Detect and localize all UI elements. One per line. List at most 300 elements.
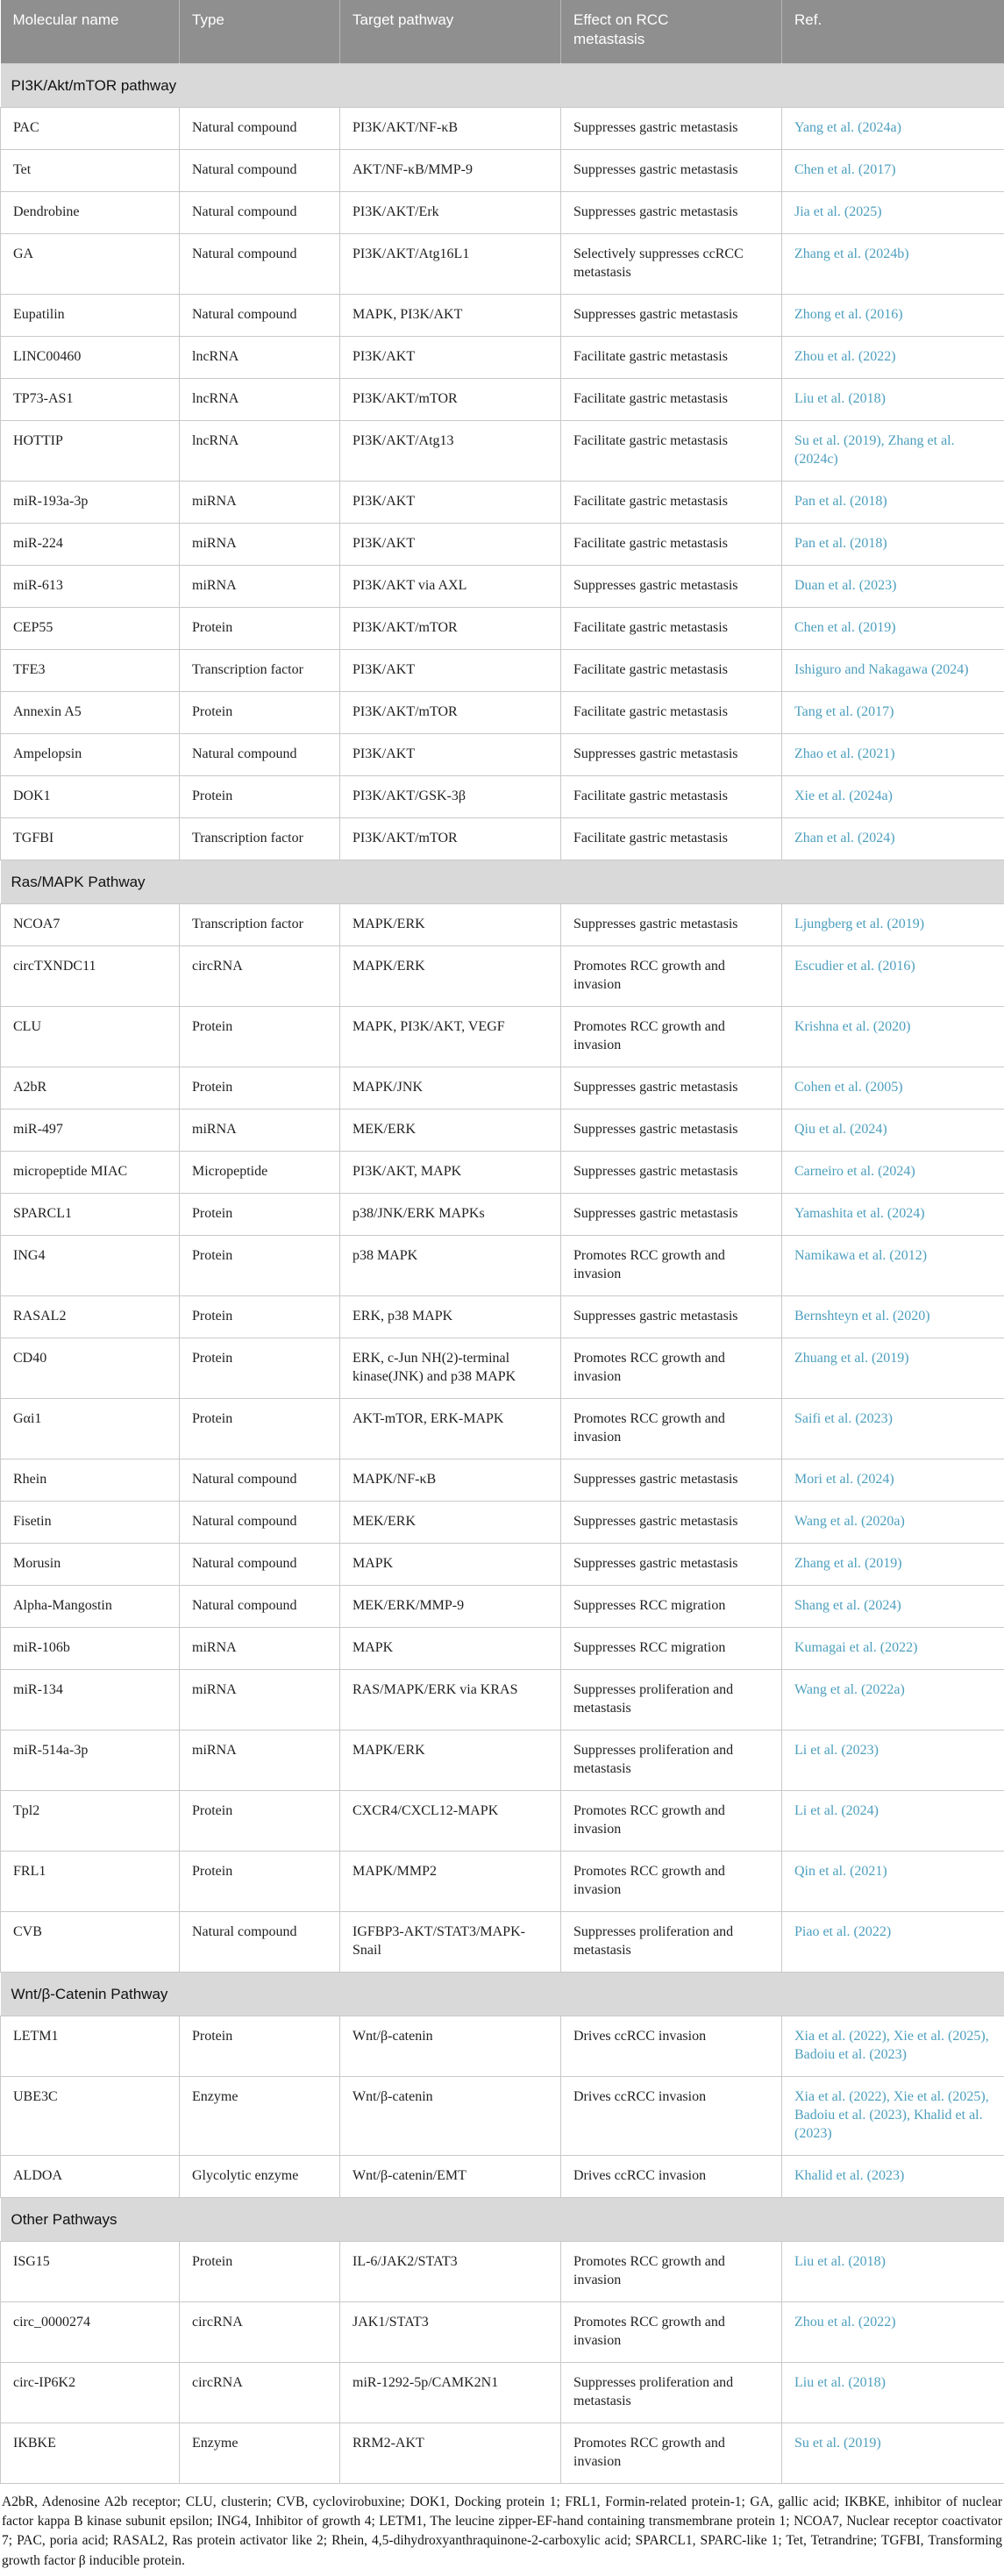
cell-name: ING4 (1, 1235, 180, 1295)
citation-link[interactable]: Liu et al. (2018) (794, 391, 886, 406)
cell-ref (782, 420, 1004, 481)
cell-type: lncRNA (180, 378, 340, 420)
table-header-row (1, 0, 1004, 63)
cell-effect: Suppresses gastric metastasis (561, 1067, 782, 1109)
citation-link[interactable]: Zhang et al. (2019) (794, 1556, 902, 1571)
cell-effect: Suppresses gastric metastasis (561, 294, 782, 336)
cell-name: Gαi1 (1, 1398, 180, 1459)
citation-link[interactable]: Qin et al. (2021) (794, 1864, 887, 1879)
table-row (1, 1501, 1004, 1543)
cell-effect: Suppresses proliferation and metastasis (561, 1730, 782, 1790)
table-row (1, 1627, 1004, 1669)
cell-ref (782, 1067, 1004, 1109)
citation-link[interactable]: Liu et al. (2018) (794, 2375, 886, 2390)
cell-ref (782, 1585, 1004, 1627)
cell-name: GA (1, 233, 180, 294)
citation-link[interactable]: Yang et al. (2024a) (794, 120, 901, 135)
cell-effect: Suppresses RCC migration (561, 1627, 782, 1669)
cell-pathway: PI3K/AKT/mTOR (340, 607, 561, 649)
table-row (1, 1067, 1004, 1109)
cell-effect: Promotes RCC growth and invasion (561, 1006, 782, 1067)
table-row (1, 2362, 1004, 2423)
citation-link[interactable]: Escudier et al. (2016) (794, 959, 915, 974)
cell-effect: Suppresses gastric metastasis (561, 903, 782, 945)
table-row (1, 1109, 1004, 1151)
cell-ref (782, 1669, 1004, 1730)
cell-name: CEP55 (1, 607, 180, 649)
cell-type: Glycolytic enzyme (180, 2155, 340, 2197)
cell-effect: Promotes RCC growth and invasion (561, 1338, 782, 1398)
cell-name: TGFBI (1, 817, 180, 860)
cell-ref (782, 1790, 1004, 1851)
cell-type: lncRNA (180, 336, 340, 378)
cell-ref (782, 1911, 1004, 1972)
cell-type: miRNA (180, 481, 340, 523)
column-header-target-pathway (340, 0, 561, 63)
citation-link[interactable]: Zhuang et al. (2019) (794, 1351, 909, 1366)
cell-pathway: ERK, c-Jun NH(2)-terminal kinase(JNK) and p38 MAPK (340, 1338, 561, 1398)
citation-link[interactable]: Li et al. (2023) (794, 1743, 879, 1758)
citation-link[interactable]: Ljungberg et al. (2019) (794, 917, 924, 931)
cell-pathway: JAK1/STAT3 (340, 2301, 561, 2362)
cell-pathway: PI3K/AKT (340, 733, 561, 775)
cell-name: DOK1 (1, 775, 180, 817)
cell-effect: Promotes RCC growth and invasion (561, 2423, 782, 2483)
citation-link[interactable]: Xia et al. (2022), Xie et al. (2025), Badoiu et al. (2023) (794, 2029, 989, 2062)
cell-type: Protein (180, 1235, 340, 1295)
table-row (1, 191, 1004, 233)
table-row (1, 1151, 1004, 1193)
cell-ref (782, 1006, 1004, 1067)
citation-link[interactable]: Zhong et al. (2016) (794, 307, 903, 322)
cell-type: Natural compound (180, 149, 340, 191)
cell-pathway: RRM2-AKT (340, 2423, 561, 2483)
section-header (1, 63, 1004, 107)
cell-type: Transcription factor (180, 649, 340, 691)
cell-effect: Suppresses gastric metastasis (561, 1151, 782, 1193)
cell-type: Protein (180, 2241, 340, 2301)
cell-name: A2bR (1, 1067, 180, 1109)
section-title: Other Pathways (1, 2197, 1004, 2241)
cell-pathway: MAPK/NF-κB (340, 1459, 561, 1501)
table-row (1, 2423, 1004, 2483)
citation-link[interactable]: Mori et al. (2024) (794, 1472, 894, 1487)
table-row (1, 481, 1004, 523)
cell-ref (782, 1851, 1004, 1911)
cell-type: Protein (180, 691, 340, 733)
citation-link[interactable]: Duan et al. (2023) (794, 578, 896, 593)
cell-type: miRNA (180, 1109, 340, 1151)
table-row (1, 1006, 1004, 1067)
cell-name: Fisetin (1, 1501, 180, 1543)
cell-ref (782, 233, 1004, 294)
citation-link[interactable]: Carneiro et al. (2024) (794, 1164, 915, 1179)
cell-type: Protein (180, 1398, 340, 1459)
table-row (1, 378, 1004, 420)
table-row (1, 2155, 1004, 2197)
table-row (1, 945, 1004, 1006)
cell-pathway: PI3K/AKT/Atg13 (340, 420, 561, 481)
table-row (1, 649, 1004, 691)
cell-ref (782, 378, 1004, 420)
section-header (1, 2197, 1004, 2241)
cell-name: CLU (1, 1006, 180, 1067)
cell-effect: Facilitate gastric metastasis (561, 378, 782, 420)
table-row (1, 294, 1004, 336)
citation-link[interactable]: Khalid et al. (2023) (794, 2168, 904, 2183)
citation-link[interactable]: Chen et al. (2017) (794, 162, 896, 177)
cell-pathway: MAPK/ERK (340, 903, 561, 945)
cell-pathway: PI3K/AKT/mTOR (340, 817, 561, 860)
cell-ref (782, 2423, 1004, 2483)
citation-link[interactable]: Krishna et al. (2020) (794, 1019, 910, 1034)
cell-pathway: MEK/ERK (340, 1109, 561, 1151)
cell-type: Protein (180, 1006, 340, 1067)
cell-type: Transcription factor (180, 903, 340, 945)
cell-type: Micropeptide (180, 1151, 340, 1193)
cell-name: LINC00460 (1, 336, 180, 378)
citation-link[interactable]: Cohen et al. (2005) (794, 1080, 903, 1095)
cell-name: Rhein (1, 1459, 180, 1501)
citation-link[interactable]: Zhang et al. (2024b) (794, 246, 909, 261)
citation-link[interactable]: Liu et al. (2018) (794, 2254, 886, 2269)
cell-pathway: PI3K/AKT/GSK-3β (340, 775, 561, 817)
cell-name: LETM1 (1, 2016, 180, 2076)
cell-pathway: PI3K/AKT (340, 336, 561, 378)
cell-pathway: PI3K/AKT via AXL (340, 565, 561, 607)
cell-type: miRNA (180, 523, 340, 565)
cell-effect: Promotes RCC growth and invasion (561, 1790, 782, 1851)
column-header-molecular-name (1, 0, 180, 63)
cell-pathway: MAPK/MMP2 (340, 1851, 561, 1911)
cell-effect: Facilitate gastric metastasis (561, 649, 782, 691)
cell-ref (782, 607, 1004, 649)
cell-name: Ampelopsin (1, 733, 180, 775)
section-header (1, 1972, 1004, 2016)
cell-ref (782, 2241, 1004, 2301)
cell-effect: Suppresses gastric metastasis (561, 1543, 782, 1585)
table-row (1, 903, 1004, 945)
citation-link[interactable]: Saifi et al. (2023) (794, 1411, 893, 1426)
cell-type: Natural compound (180, 1459, 340, 1501)
citation-link[interactable]: Xia et al. (2022), Xie et al. (2025), Badoiu et al. (2023), Khalid et al. (2023) (794, 2089, 989, 2141)
cell-effect: Drives ccRCC invasion (561, 2076, 782, 2155)
cell-type: miRNA (180, 565, 340, 607)
cell-type: miRNA (180, 1730, 340, 1790)
cell-ref (782, 817, 1004, 860)
cell-ref (782, 2155, 1004, 2197)
cell-name: miR-497 (1, 1109, 180, 1151)
cell-pathway: AKT/NF-κB/MMP-9 (340, 149, 561, 191)
cell-name: miR-514a-3p (1, 1730, 180, 1790)
table-row (1, 149, 1004, 191)
cell-type: miRNA (180, 1627, 340, 1669)
citation-link[interactable]: Namikawa et al. (2012) (794, 1248, 927, 1263)
cell-ref (782, 1109, 1004, 1151)
citation-link[interactable]: Kumagai et al. (2022) (794, 1640, 917, 1655)
cell-type: Protein (180, 1295, 340, 1338)
cell-effect: Suppresses gastric metastasis (561, 191, 782, 233)
cell-type: Protein (180, 775, 340, 817)
citation-link[interactable]: Pan et al. (2018) (794, 536, 887, 551)
cell-ref (782, 1295, 1004, 1338)
table-row (1, 1669, 1004, 1730)
cell-effect: Suppresses gastric metastasis (561, 565, 782, 607)
cell-pathway: PI3K/AKT/Atg16L1 (340, 233, 561, 294)
table-row (1, 775, 1004, 817)
citation-link[interactable]: Wang et al. (2022a) (794, 1682, 905, 1697)
cell-pathway: ERK, p38 MAPK (340, 1295, 561, 1338)
cell-effect: Facilitate gastric metastasis (561, 481, 782, 523)
cell-ref (782, 149, 1004, 191)
cell-ref (782, 2016, 1004, 2076)
citation-link[interactable]: Xie et al. (2024a) (794, 788, 893, 803)
table-row (1, 523, 1004, 565)
column-header-label: Type (192, 11, 224, 30)
cell-effect: Promotes RCC growth and invasion (561, 1235, 782, 1295)
citation-link[interactable]: Shang et al. (2024) (794, 1598, 901, 1613)
cell-ref (782, 523, 1004, 565)
cell-pathway: PI3K/AKT (340, 523, 561, 565)
cell-pathway: PI3K/AKT/Erk (340, 191, 561, 233)
table-row (1, 1459, 1004, 1501)
cell-name: micropeptide MIAC (1, 1151, 180, 1193)
table-row (1, 1851, 1004, 1911)
column-header-type (180, 0, 340, 63)
cell-type: Protein (180, 607, 340, 649)
cell-ref (782, 1151, 1004, 1193)
cell-type: Protein (180, 1338, 340, 1398)
cell-ref (782, 2301, 1004, 2362)
table-row (1, 336, 1004, 378)
citation-link[interactable]: Chen et al. (2019) (794, 620, 896, 635)
cell-pathway: miR-1292-5p/CAMK2N1 (340, 2362, 561, 2423)
column-header-label: Effect on RCC metastasis (573, 11, 705, 49)
cell-pathway: IL-6/JAK2/STAT3 (340, 2241, 561, 2301)
section-title: Ras/MAPK Pathway (1, 860, 1004, 903)
citation-link[interactable]: Su et al. (2019) (794, 2436, 881, 2451)
cell-name: Alpha-Mangostin (1, 1585, 180, 1627)
column-header-label: Ref. (794, 11, 822, 30)
cell-effect: Promotes RCC growth and invasion (561, 945, 782, 1006)
column-header-ref (782, 0, 1004, 63)
cell-name: circ_0000274 (1, 2301, 180, 2362)
citation-link[interactable]: Zhan et al. (2024) (794, 831, 895, 846)
table-row (1, 107, 1004, 149)
table-row (1, 1790, 1004, 1851)
cell-ref (782, 1193, 1004, 1235)
cell-pathway: RAS/MAPK/ERK via KRAS (340, 1669, 561, 1730)
cell-type: lncRNA (180, 420, 340, 481)
cell-effect: Facilitate gastric metastasis (561, 523, 782, 565)
cell-name: UBE3C (1, 2076, 180, 2155)
citation-link[interactable]: Zhou et al. (2022) (794, 349, 896, 364)
cell-effect: Drives ccRCC invasion (561, 2155, 782, 2197)
cell-ref (782, 2362, 1004, 2423)
table-footnote: A2bR, Adenosine A2b receptor; CLU, clusterin; CVB, cyclovirobuxine; DOK1, Docking protein 1; FRL1, Formin-related protein-1; GA, gallic acid; IKBKE, inhibitor of nuclear factor kappa B kinase subunit epsilon; ING4, Inhibitor of growth 4; LETM1, The leucine zipper-EF-hand containing transmembrane protein 1; NCOA7, Nuclear receptor coactivator 7; PAC, poria acid; RASAL2, Ras protein activator like 2; Rhein, 4,5-dihydroxyanthraquinone-2-carboxylic acid; SPARCL1, SPARC-like 1; Tet, Tetrandrine; TGFBI, Transforming growth factor β inducible protein. (2, 2493, 1002, 2572)
cell-ref (782, 945, 1004, 1006)
section-title: Wnt/β-Catenin Pathway (1, 1972, 1004, 2016)
citation-link[interactable]: Piao et al. (2022) (794, 1924, 891, 1939)
cell-effect: Suppresses gastric metastasis (561, 1295, 782, 1338)
table-row (1, 1543, 1004, 1585)
citation-link[interactable]: Pan et al. (2018) (794, 494, 887, 509)
table-row (1, 1295, 1004, 1338)
cell-type: Natural compound (180, 1911, 340, 1972)
cell-ref (782, 1543, 1004, 1585)
cell-ref (782, 294, 1004, 336)
table-row (1, 1730, 1004, 1790)
citation-link[interactable]: Ishiguro and Nakagawa (2024) (794, 662, 969, 677)
table-row (1, 1398, 1004, 1459)
cell-effect: Facilitate gastric metastasis (561, 817, 782, 860)
cell-effect: Suppresses gastric metastasis (561, 1109, 782, 1151)
cell-effect: Suppresses gastric metastasis (561, 1459, 782, 1501)
cell-effect: Facilitate gastric metastasis (561, 691, 782, 733)
table-row (1, 1338, 1004, 1398)
cell-pathway: PI3K/AKT (340, 649, 561, 691)
cell-effect: Suppresses gastric metastasis (561, 1501, 782, 1543)
section-header (1, 860, 1004, 903)
cell-type: Natural compound (180, 294, 340, 336)
cell-type: Protein (180, 1851, 340, 1911)
cell-type: Natural compound (180, 733, 340, 775)
cell-pathway: MAPK/JNK (340, 1067, 561, 1109)
cell-effect: Suppresses gastric metastasis (561, 149, 782, 191)
cell-effect: Facilitate gastric metastasis (561, 607, 782, 649)
cell-name: CD40 (1, 1338, 180, 1398)
cell-effect: Drives ccRCC invasion (561, 2016, 782, 2076)
cell-name: miR-193a-3p (1, 481, 180, 523)
cell-name: Annexin A5 (1, 691, 180, 733)
table-row (1, 565, 1004, 607)
cell-pathway: Wnt/β-catenin (340, 2076, 561, 2155)
cell-type: Natural compound (180, 233, 340, 294)
cell-effect: Suppresses proliferation and metastasis (561, 1669, 782, 1730)
citation-link[interactable]: Wang et al. (2020a) (794, 1514, 905, 1529)
cell-ref (782, 649, 1004, 691)
cell-ref (782, 1730, 1004, 1790)
citation-link[interactable]: Qiu et al. (2024) (794, 1122, 887, 1137)
cell-pathway: p38 MAPK (340, 1235, 561, 1295)
cell-name: PAC (1, 107, 180, 149)
cell-effect: Suppresses proliferation and metastasis (561, 2362, 782, 2423)
table-row (1, 1585, 1004, 1627)
cell-effect: Suppresses gastric metastasis (561, 733, 782, 775)
table-row (1, 733, 1004, 775)
cell-name: circTXNDC11 (1, 945, 180, 1006)
citation-link[interactable]: Jia et al. (2025) (794, 204, 882, 219)
cell-name: miR-106b (1, 1627, 180, 1669)
citation-link[interactable]: Su et al. (2019), Zhang et al. (2024c) (794, 433, 955, 467)
cell-effect: Promotes RCC growth and invasion (561, 2301, 782, 2362)
cell-effect: Facilitate gastric metastasis (561, 420, 782, 481)
cell-name: miR-613 (1, 565, 180, 607)
cell-ref (782, 1338, 1004, 1398)
cell-name: Tet (1, 149, 180, 191)
table-row (1, 607, 1004, 649)
citation-link[interactable]: Yamashita et al. (2024) (794, 1206, 925, 1221)
cell-ref (782, 775, 1004, 817)
cell-name: TP73-AS1 (1, 378, 180, 420)
table-row (1, 2301, 1004, 2362)
column-header-label: Target pathway (352, 11, 453, 30)
citation-link[interactable]: Li et al. (2024) (794, 1803, 879, 1818)
cell-pathway: MAPK/ERK (340, 945, 561, 1006)
cell-type: Natural compound (180, 1543, 340, 1585)
table-row (1, 420, 1004, 481)
table-row (1, 1193, 1004, 1235)
table-row (1, 1235, 1004, 1295)
cell-effect: Promotes RCC growth and invasion (561, 1851, 782, 1911)
citation-link[interactable]: Zhou et al. (2022) (794, 2315, 896, 2330)
cell-ref (782, 565, 1004, 607)
cell-type: miRNA (180, 1669, 340, 1730)
cell-ref (782, 191, 1004, 233)
citation-link[interactable]: Zhao et al. (2021) (794, 746, 895, 761)
cell-pathway: CXCR4/CXCL12-MAPK (340, 1790, 561, 1851)
cell-ref (782, 107, 1004, 149)
table-row (1, 2076, 1004, 2155)
cell-pathway: MAPK, PI3K/AKT, VEGF (340, 1006, 561, 1067)
cell-name: Tpl2 (1, 1790, 180, 1851)
cell-type: circRNA (180, 2301, 340, 2362)
cell-ref (782, 2076, 1004, 2155)
cell-effect: Promotes RCC growth and invasion (561, 1398, 782, 1459)
cell-name: ISG15 (1, 2241, 180, 2301)
table-row (1, 691, 1004, 733)
cell-name: Dendrobine (1, 191, 180, 233)
table-row (1, 233, 1004, 294)
cell-effect: Suppresses RCC migration (561, 1585, 782, 1627)
citation-link[interactable]: Tang et al. (2017) (794, 704, 894, 719)
cell-ref (782, 336, 1004, 378)
cell-pathway: PI3K/AKT/NF-κB (340, 107, 561, 149)
cell-pathway: MAPK (340, 1543, 561, 1585)
cell-pathway: MAPK/ERK (340, 1730, 561, 1790)
cell-name: IKBKE (1, 2423, 180, 2483)
cell-effect: Suppresses gastric metastasis (561, 1193, 782, 1235)
cell-pathway: PI3K/AKT/mTOR (340, 378, 561, 420)
cell-pathway: p38/JNK/ERK MAPKs (340, 1193, 561, 1235)
table-row (1, 1911, 1004, 1972)
section-title: PI3K/Akt/mTOR pathway (1, 63, 1004, 107)
cell-type: circRNA (180, 2362, 340, 2423)
cell-type: Transcription factor (180, 817, 340, 860)
cell-name: miR-224 (1, 523, 180, 565)
cell-type: Enzyme (180, 2423, 340, 2483)
cell-ref (782, 733, 1004, 775)
cell-pathway: MAPK (340, 1627, 561, 1669)
cell-ref (782, 481, 1004, 523)
cell-ref (782, 903, 1004, 945)
cell-effect: Suppresses gastric metastasis (561, 107, 782, 149)
cell-effect: Promotes RCC growth and invasion (561, 2241, 782, 2301)
cell-ref (782, 1501, 1004, 1543)
cell-name: circ-IP6K2 (1, 2362, 180, 2423)
cell-name: Eupatilin (1, 294, 180, 336)
cell-name: NCOA7 (1, 903, 180, 945)
cell-name: Morusin (1, 1543, 180, 1585)
citation-link[interactable]: Bernshteyn et al. (2020) (794, 1309, 930, 1324)
cell-pathway: PI3K/AKT/mTOR (340, 691, 561, 733)
cell-pathway: IGFBP3-AKT/STAT3/MAPK-Snail (340, 1911, 561, 1972)
cell-name: miR-134 (1, 1669, 180, 1730)
cell-type: circRNA (180, 945, 340, 1006)
cell-effect: Facilitate gastric metastasis (561, 775, 782, 817)
table-row (1, 2241, 1004, 2301)
cell-name: HOTTIP (1, 420, 180, 481)
